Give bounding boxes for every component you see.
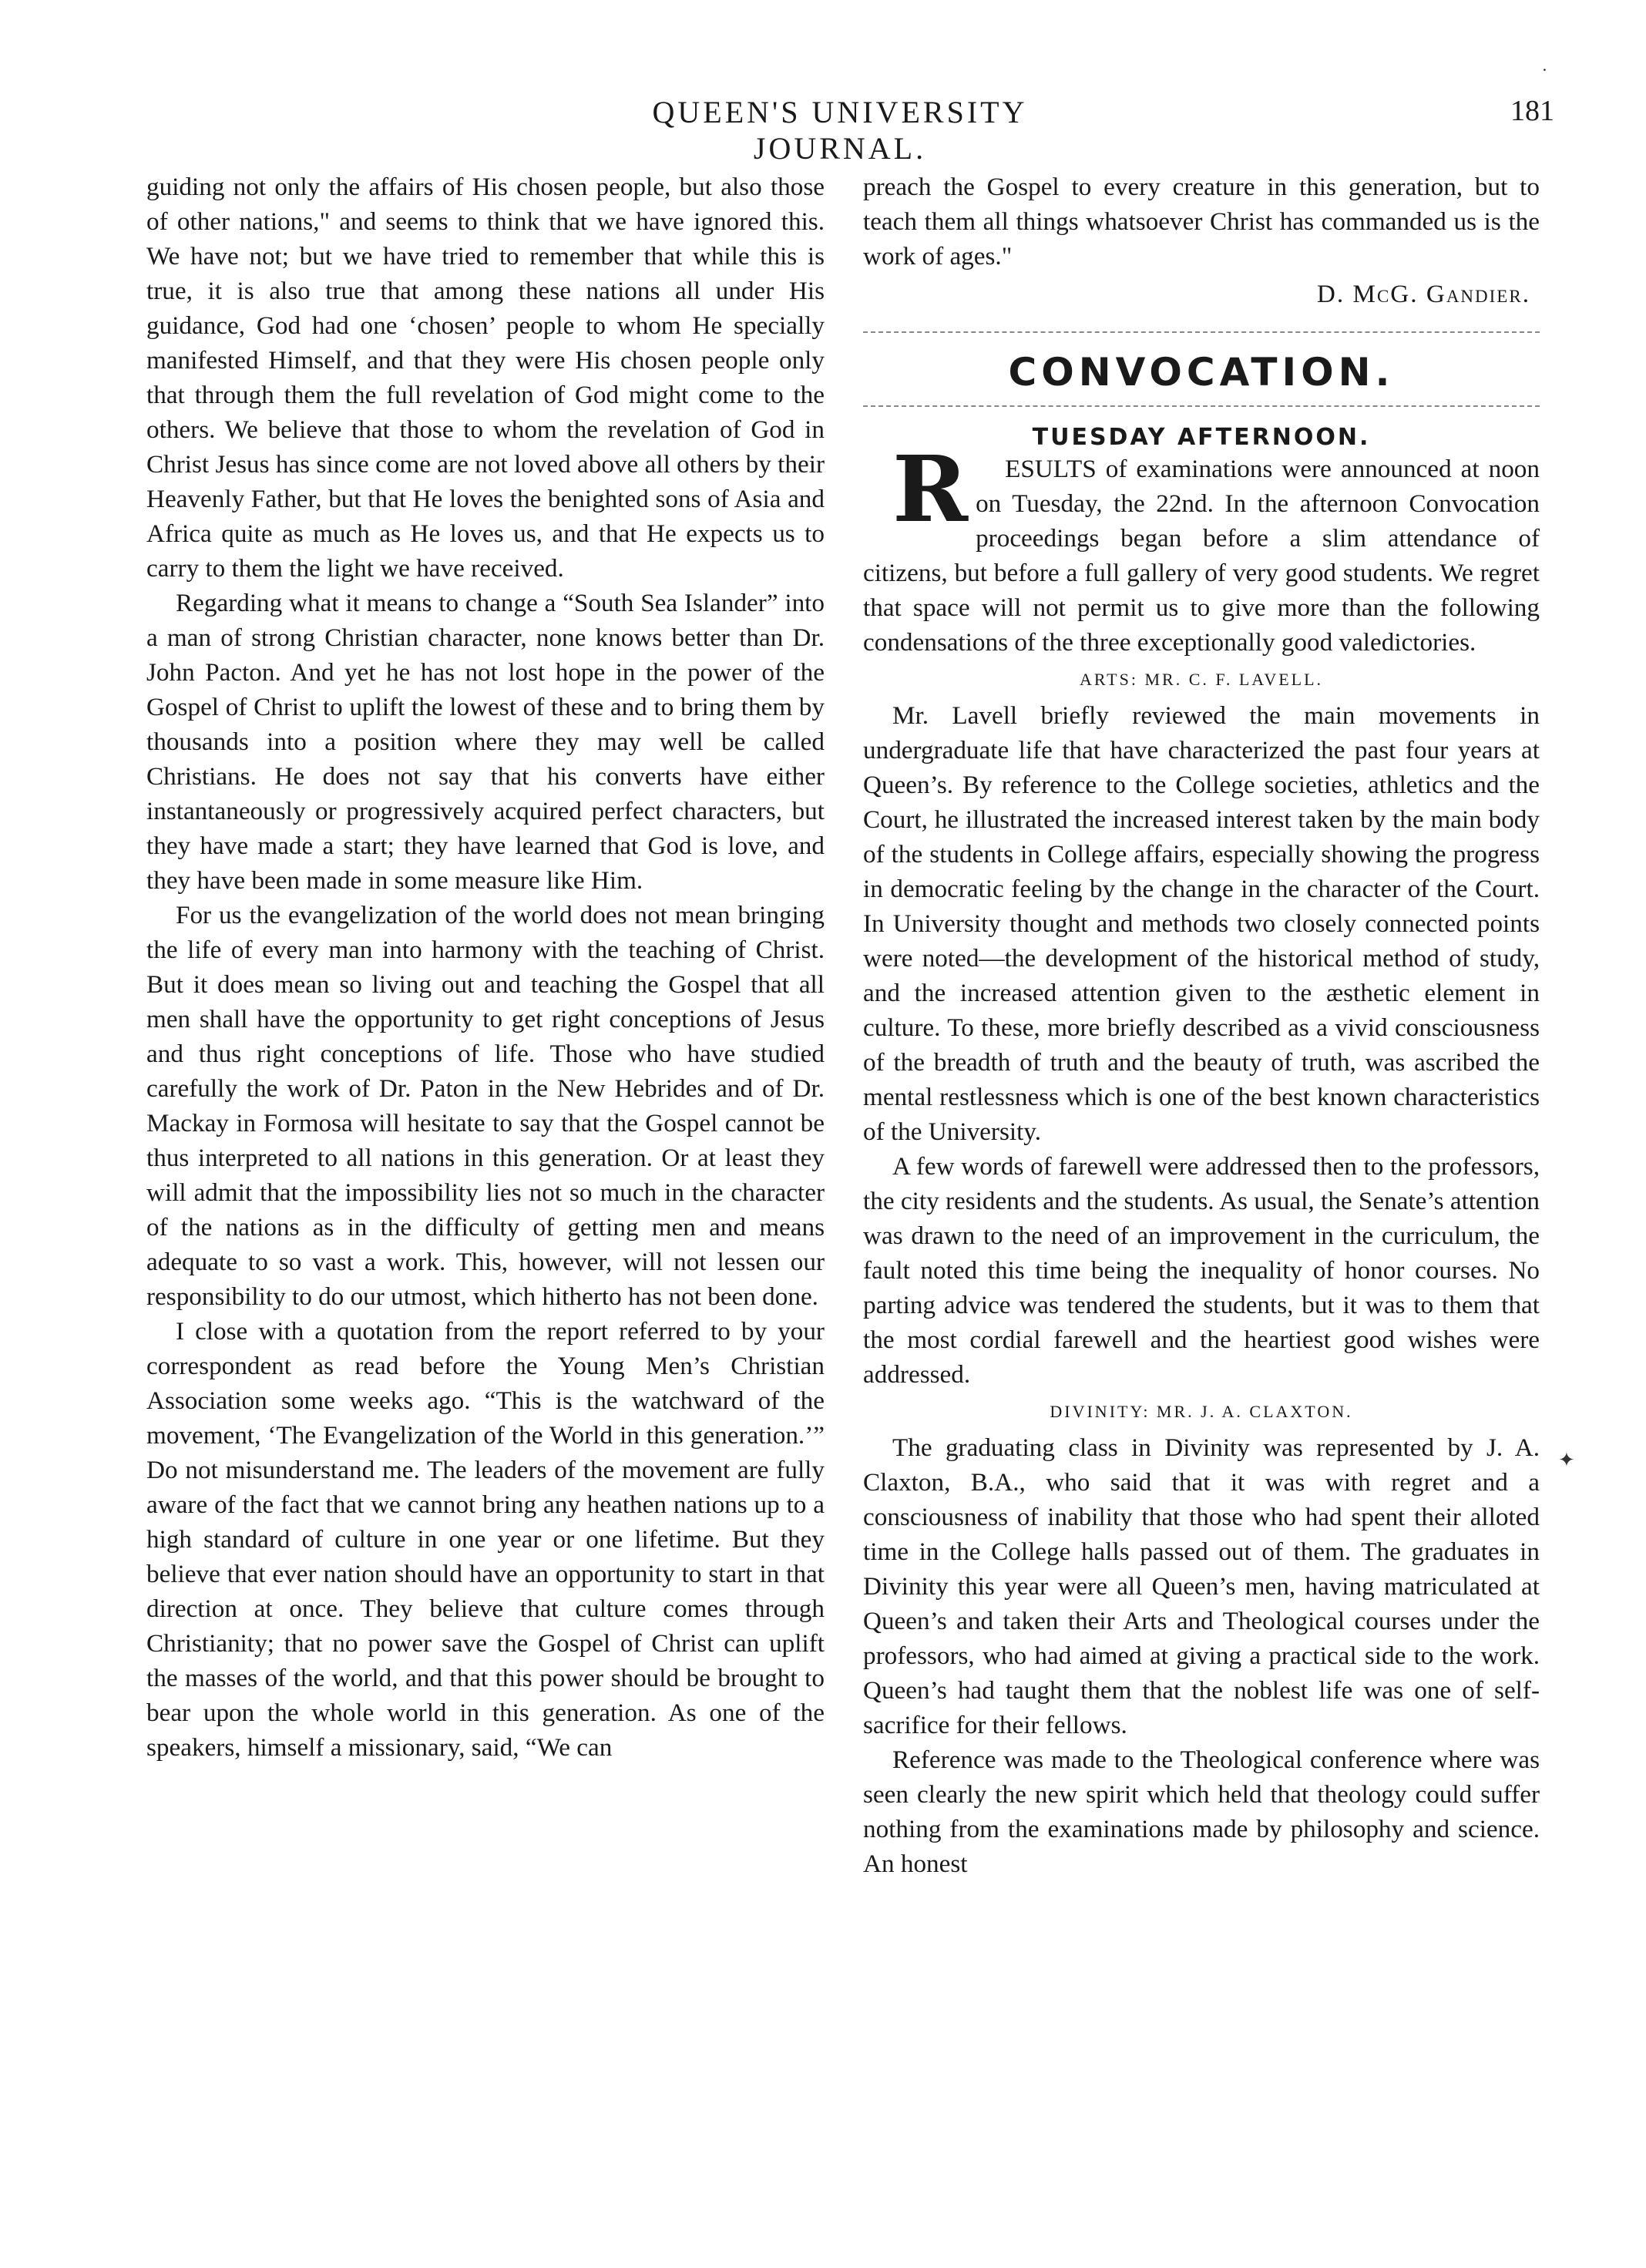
left-paragraph-1: guiding not only the affairs of His chosen people, but also those of other nations," and seems to think that we have ignored this. We have not; but we have tried to remember that while this is true, it is also true that among these nations all under His guidance, God had one ‘chosen’ people to whom He specially manifested Himself, and that they were His chosen people only that through them the full revelation of God might come to the others. We believe that those to whom the revelation of God in Christ Jesus has since come are not loved above all others by their Heavenly Father, but that He loves the benighted sons of Asia and Africa quite as much as He loves us, and that He expects us to carry to them the light we have received. <box>146 173 825 583</box>
arts-paragraph-1: Mr. Lavell briefly reviewed the main movements in undergraduate life that have characterized the past four years at Queen’s. By reference to the College societies, athletics and the Court, he illustrated the increased interest taken by the main body of the students in College affairs, especially showing the progress in democratic feeling by the change in the character of the Court. In University thought and methods two closely connected points were noted—the development of the historical method of study, and the increased attention given to the æsthetic element in culture. To these, more briefly described as a vivid consciousness of the breadth of truth and the beauty of truth, was ascribed the mental restlessness which is one of the best known characteristics of the University. <box>863 701 1540 1146</box>
right-column <box>863 170 1540 1881</box>
author-signature: D. McG. Gandier. <box>1316 280 1530 308</box>
drop-cap: R <box>892 435 969 543</box>
left-paragraph-4: I close with a quotation from the report referred to by your correspondent as read before the Young Men’s Christian Association some weeks ago. “This is the watchward of the movement, ‘The Evangelization of the World in this generation.’” Do not misunderstand me. The leaders of the movement are fully aware of the fact that we cannot bring any heathen nations up to a high standard of culture in one year or one lifetime. But they believe that ever nation should have an opportunity to start in that direction at once. They believe that culture comes through Christianity; that no power save the Gospel of Christ can uplift the masses of the world, and that this power should be brought to bear upon the whole world in this generation. As one of the speakers, himself a missionary, said, “We can <box>146 1317 825 1762</box>
left-paragraph-3: For us the evangelization of the world does not mean bringing the life of every man into harmony with the teaching of Christ. But it does mean so living out and teaching the Gospel that all men shall have the opportunity to get right conceptions of Jesus and thus right conceptions of life. Those who have studied carefully the work of Dr. Paton in the New Hebrides and of Dr. Mackay in Formosa will hesitate to say that the Gospel cannot be thus interpreted to all nations in this generation. Or at least they will admit that the impossibility lies not so much in the character of the nations as in the difficulty of getting men and means adequate to so vast a work. This, however, will not lessen our responsibility to do our utmost, which hitherto has not been done. <box>146 901 825 1311</box>
intro-text: ESULTS of examinations were announced at noon on Tuesday, the 22nd. In the afternoon Convocation proceedings began before a slim attendance of citizens, but before a full gallery of very good students. We regret that space will not permit us to give more than the following condensations of the three exceptionally good valedictories. <box>863 455 1540 657</box>
arts-heading: ARTS: MR. C. F. LAVELL. <box>1079 670 1324 689</box>
section-title: CONVOCATION. <box>1008 350 1395 395</box>
page-number: 181 <box>1510 95 1554 127</box>
section-divider-top <box>863 331 1540 333</box>
margin-mark: ✦ <box>1558 1449 1575 1471</box>
divinity-paragraph-2: Reference was made to the Theological conference where was seen clearly the new spirit which held that theology could suffer nothing from the examinations made by philosophy and science. An honest <box>863 1746 1540 1878</box>
print-speck: ˙ <box>1541 65 1548 87</box>
section-divider-bottom <box>863 405 1540 407</box>
divinity-heading: DIVINITY: MR. J. A. CLAXTON. <box>1050 1402 1353 1421</box>
running-title: QUEEN'S UNIVERSITY JOURNAL. <box>652 95 1028 166</box>
arts-paragraph-2: A few words of farewell were addressed then to the professors, the city residents and the students. As usual, the Senate’s attention was drawn to the need of an improvement in the curriculum, the fault noted this time being the inequality of honor courses. No parting advice was tendered the students, but it was to them that the most cordial farewell and the heartiest good wishes were addressed. <box>863 1152 1540 1389</box>
left-column <box>146 170 825 1765</box>
divinity-paragraph-1: The graduating class in Divinity was represented by J. A. Claxton, B.A., who said that it was with regret and a consciousness of inability that those who had spent their alloted time in the College halls passed out of them. The graduates in Divinity this year were all Queen’s men, having matriculated at Queen’s and taken their Arts and Theological courses under the professors, who had aimed at giving a practical side to the work. Queen’s had taught them that the noblest life was one of self-sacrifice for their fellows. <box>863 1433 1540 1739</box>
left-paragraph-2: Regarding what it means to change a “South Sea Islander” into a man of strong Christian character, none knows better than Dr. John Pacton. And yet he has not lost hope in the power of the Gospel of Christ to uplift the lowest of these and to bring them by thousands into a position where they may well be called Christians. He does not say that his converts have either instantaneously or progressively acquired perfect characters, but they have made a start; they have learned that God is love, and they have been made in some measure like Him. <box>146 589 825 895</box>
right-continuation-paragraph: preach the Gospel to every creature in this generation, but to teach them all things whatsoever Christ has commanded us is the work of ages." <box>863 173 1540 270</box>
section-subtitle: TUESDAY AFTERNOON. <box>1032 424 1371 451</box>
